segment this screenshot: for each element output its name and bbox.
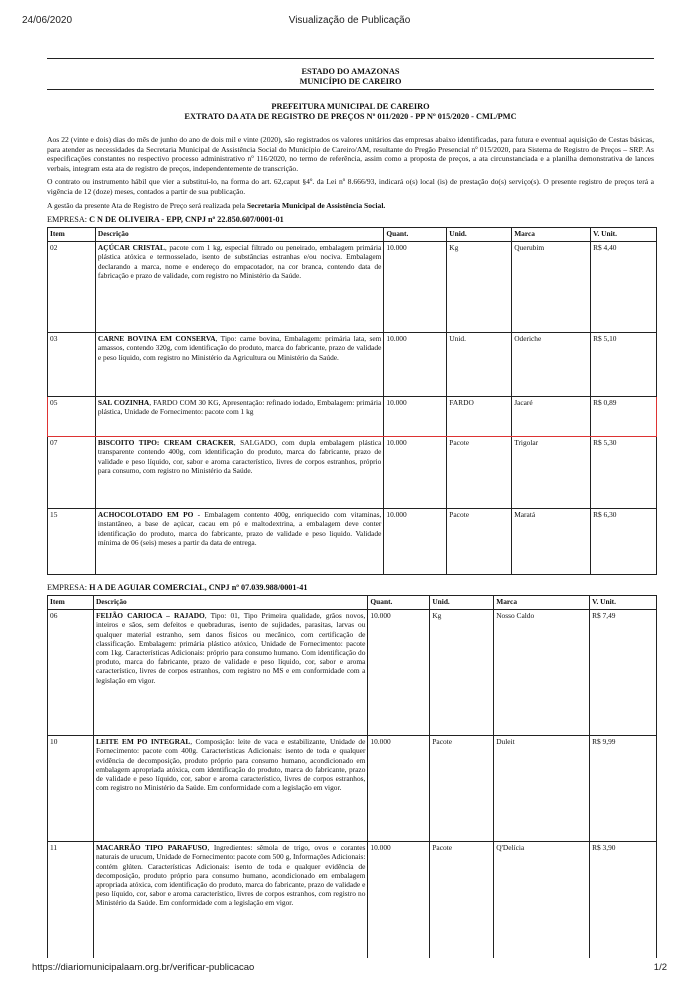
row-description	[95, 437, 383, 509]
table-row	[48, 509, 657, 575]
row-quant: 10.000	[384, 333, 447, 397]
document	[47, 58, 654, 962]
row-description	[95, 509, 383, 575]
top-rule	[47, 58, 654, 59]
row-product-title: ACHOCOLOTADO EM PO	[97, 510, 194, 520]
row-description	[93, 842, 367, 962]
row-marca: Querubim	[512, 242, 591, 333]
col-vunit: V. Unit.	[591, 228, 657, 242]
row-vunit: R$ 3,90	[590, 842, 657, 962]
prefecture-title: PREFEITURA MUNICIPAL DE CAREIRO	[271, 102, 430, 111]
col-vunit: V. Unit.	[590, 596, 657, 610]
row-item: 07	[48, 437, 96, 509]
row-vunit: R$ 0,89	[591, 397, 657, 437]
row-product-desc: , Ingredientes: sêmola de trigo, ovos e corantes naturais de urucum, Unidade de Fornecimento: pacote com 500 g, Informações Adicionais: contém glúten. Características Adicionais: isento de toda e qualquer evidência de decomposição, produto próprio para consumo humano, acondicionado em embalagem apropriada atóxica, com identificação do produto, marca do fabricante, prazo de validade e peso líquido, cor, sabor e aroma característico, livres de corpos estranhos, com registro no Ministério da Saúde. Em conformidade com a legislação em vigor.	[95, 843, 366, 908]
row-item: 06	[48, 610, 94, 736]
table-header-row	[48, 228, 657, 242]
row-product-desc: , Tipo: 01, Tipo Primeira qualidade, grãos novos, inteiros e sãos, sem defeitos e quebraduras, isento de sujidades, parasitas, larvas ou qualquer material estranho, sem danos físicos ou mecânico, com certificação de classificação. Embalagem: primária plástico atóxico, Unidade de Fornecimento: pacote com 1kg. Características Adicionais: próprio para consumo humano. Com identificação do produto, marca do fabricante, prazo de validade e peso líquido, cor, sabor e aroma característico, livres de corpos estranhos, com registro no MS e em conformidade com a legislação em vigor.	[95, 611, 366, 685]
row-product-desc: , SALGADO, com dupla embalagem plástica transparente contendo 400g, com identificação do produto, marca do fabricante, prazo de validade e peso líquido, cor, sabor e aroma característico, livres de corpos estranhos, próprio para consumo, com registro no Ministério da Saúde.	[97, 438, 382, 475]
row-marca: Duleit	[494, 736, 590, 842]
empresa1-table	[47, 227, 657, 575]
row-unid: Kg	[430, 610, 494, 736]
row-quant: 10.000	[368, 736, 430, 842]
table-row-highlighted	[48, 397, 657, 437]
row-product-desc: , Composição: leite de vaca e estabilizante, Unidade de Fornecimento: pacote com 400g. Características Adicionais: isento de toda e qualquer evidência de decomposição, produto próprio para consumo humano, acondicionado em embalagem apropriada atóxica, com identificação do produto, marca do fabricante, prazo de validade e peso líquido, cor, sabor e aroma característico, livres de corpos estranhos, com registro no Ministério da Saúde. Em conformidade com a legislação em vigor.	[95, 737, 366, 793]
row-product-desc: , Tipo: carne bovina, Embalagem: primária lata, sem amassos, contendo 320g, com identificação do produto, marca do fabricante, prazo de validade e peso líquido, com registro no Ministério da Agricultura ou Ministério da Saúde.	[97, 334, 382, 362]
table-header-row	[48, 596, 657, 610]
col-marca: Marca	[512, 228, 591, 242]
row-unid: Kg	[447, 242, 512, 333]
table-row	[48, 736, 657, 842]
row-item: 11	[48, 842, 94, 962]
row-product-title: CARNE BOVINA EM CONSERVA	[97, 334, 216, 344]
print-url[interactable]: https://diariomunicipalaam.org.br/verificar-publicacao	[32, 962, 255, 973]
row-marca: Trigolar	[512, 437, 591, 509]
row-product-title: SAL COZINHA	[97, 398, 150, 408]
intro-paragraph: Aos 22 (vinte e dois) dias do mês de junho do ano de dois mil e vinte (2020), são registrados os valores unitários das empresas abaixo identificadas, para futura e eventual aquisição de Cestas básicas, para atender as necessidades da Secretaria Municipal de Assistência Social do Município de Careiro/AM, resultante do Pregão Presencial nº 015/2020, para Sistema de Registro de Preços – SRP. As especificações constantes no respectivo processo administrativo nº 116/2020, no termo de referência, assim como a proposta de preços, a ata circunstanciada e a planilha demonstrativa de lances verbais, integram esta ata de registro de preços, independentemente de transcrição.	[47, 135, 654, 173]
table-row	[48, 842, 657, 962]
row-product-title: LEITE EM PO INTEGRAL	[95, 737, 191, 747]
row-marca: Jacaré	[512, 397, 591, 437]
row-item: 02	[48, 242, 96, 333]
col-item: Item	[48, 228, 96, 242]
row-marca: Q'Delícia	[494, 842, 590, 962]
row-description	[93, 736, 367, 842]
row-product-title: AÇÚCAR CRISTAL	[97, 243, 165, 253]
row-description	[95, 397, 383, 437]
row-product-desc: , FARDO COM 30 KG, Apresentação: refinado iodado, Embalagem: primária plástica, Unidade de Fornecimento: pacote com 1 kg	[97, 398, 382, 417]
header-rule	[47, 89, 654, 90]
extract-title: EXTRATO DA ATA DE REGISTRO DE PREÇOS Nº 011/2020 - PP Nº 015/2020 - CML/PMC	[184, 111, 517, 121]
empresa2-name: H A DE AGUIAR COMERCIAL, CNPJ nº 07.039.988/0001-41	[89, 583, 308, 593]
table-row	[48, 437, 657, 509]
municipality-title: MUNICÍPIO DE CAREIRO	[299, 76, 402, 86]
row-item: 05	[48, 397, 96, 437]
col-unid: Unid.	[430, 596, 494, 610]
empresa1-name: C N DE OLIVEIRA - EPP, CNPJ nº 22.850.607/0001-01	[89, 215, 284, 225]
empresa2-heading	[47, 583, 654, 592]
row-vunit: R$ 6,30	[591, 509, 657, 575]
print-title: Visualização de Publicação	[288, 15, 411, 26]
table-row	[48, 242, 657, 333]
management-secretariat: Secretaria Municipal de Assistência Social.	[246, 200, 386, 210]
row-product-desc: , pacote com 1 kg, especial filtrado ou peneirado, embalagem primária plástica atóxica e termosselado, isento de substâncias estranhas e/ou nociva. Embalagem declarando a marca, nome e endereço do empacotador, na cor branca, contendo data de fabricação e prazo de validade, com registro no Ministério da Saúde.	[97, 243, 382, 280]
col-unid: Unid.	[447, 228, 512, 242]
row-quant: 10.000	[384, 437, 447, 509]
row-vunit: R$ 7,49	[590, 610, 657, 736]
row-unid: Unid.	[447, 333, 512, 397]
row-product-title: MACARRÃO TIPO PARAFUSO	[95, 843, 208, 853]
col-quant: Quant.	[384, 228, 447, 242]
row-description	[93, 610, 367, 736]
col-item: Item	[48, 596, 94, 610]
col-descricao: Descrição	[95, 228, 383, 242]
row-vunit: R$ 9,99	[590, 736, 657, 842]
row-unid: Pacote	[430, 736, 494, 842]
row-item: 10	[48, 736, 94, 842]
state-title: ESTADO DO AMAZONAS	[301, 67, 400, 76]
row-quant: 10.000	[384, 509, 447, 575]
row-marca: Oderiche	[512, 333, 591, 397]
row-vunit: R$ 5,10	[591, 333, 657, 397]
row-item: 15	[48, 509, 96, 575]
row-unid: Pacote	[430, 842, 494, 962]
table-row	[48, 333, 657, 397]
row-quant: 10.000	[368, 610, 430, 736]
contract-paragraph: O contrato ou instrumento hábil que vier a substituí-lo, na forma do art. 62,caput §4º. da Lei nº 8.666/93, indicará o(s) local (is) de prestação do(s) serviço(s). O presente registro de preços terá a vigência de 12 (doze) meses, contados a partir de sua publicação.	[47, 177, 654, 196]
row-product-desc: - Embalagem contento 400g, enriquecido com vitaminas, instantâneo, a base de açúcar, cacau em pó e maltodextrina, a embalagem deve conter identificação do produto, marca do fabricante, prazo de validade e peso liquido. Validade mínima de 06 (seis) meses a partir da data de entrega.	[97, 510, 382, 547]
management-text: A gestão da presente Ata de Registro de Preço será realizada pela	[47, 200, 247, 210]
row-marca: Nosso Caldo	[494, 610, 590, 736]
col-descricao: Descrição	[93, 596, 367, 610]
page-number: 1/2	[653, 962, 667, 973]
print-date: 24/06/2020	[22, 15, 73, 26]
row-vunit: R$ 5,30	[591, 437, 657, 509]
row-marca: Maratá	[512, 509, 591, 575]
row-unid: FARDO	[447, 397, 512, 437]
row-quant: 10.000	[384, 242, 447, 333]
row-vunit: R$ 4,40	[591, 242, 657, 333]
management-paragraph	[47, 201, 654, 211]
row-quant: 10.000	[368, 842, 430, 962]
row-product-title: FEIJÃO CARIOCA – RAJADO	[95, 611, 205, 621]
empresa2-table	[47, 595, 657, 962]
row-quant: 10.000	[384, 397, 447, 437]
empresa1-prefix: EMPRESA:	[47, 215, 90, 225]
row-description	[95, 333, 383, 397]
col-marca: Marca	[494, 596, 590, 610]
row-unid: Pacote	[447, 437, 512, 509]
row-description	[95, 242, 383, 333]
empresa1-heading	[47, 215, 654, 224]
row-product-title: BISCOITO TIPO: CREAM CRACKER	[97, 438, 234, 448]
browser-print-footer	[0, 958, 699, 989]
table-row	[48, 610, 657, 736]
browser-print-header	[0, 0, 699, 40]
empresa2-prefix: EMPRESA:	[47, 583, 90, 593]
col-quant: Quant.	[368, 596, 430, 610]
row-item: 03	[48, 333, 96, 397]
row-unid: Pacote	[447, 509, 512, 575]
